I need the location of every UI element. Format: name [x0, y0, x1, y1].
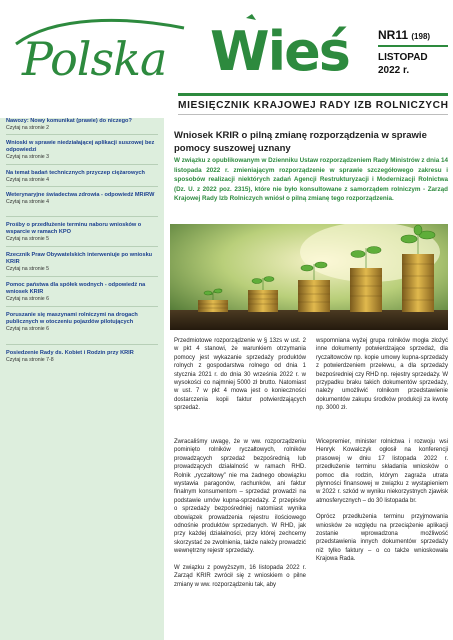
toc-item-page: Czytaj na stronie 4	[6, 199, 49, 205]
toc-divider	[6, 216, 158, 217]
article-column-left-top	[174, 337, 306, 421]
polska-wies-logo	[14, 14, 354, 94]
toc-item-title[interactable]: Nawozy: Nowy komunikat (prawie) do niczego?	[6, 118, 132, 124]
toc-divider	[6, 186, 158, 187]
article-paragraph: Zwracaliśmy uwagę, że w ww. rozporządzeniu pominięto rolników ryczałtowych, rolników prowadzących sprzedaż bezpośrednią lub prowadzących działalność w ramach RHD. Rolnik „ryczałtowy” nie ma żadnego obowiązku wystawia paragonów, rachunków, ani faktur finalnym konsumentom – sprzedaż prowadzi na podstawie umów kupna-sprzedaży. Z przepisów o sprzedaży bezpośredniej natomiast wynika obowiązek prowadzenia rejestru ilościowego odnośnie produktów sprzedanych. W RHD, jak przy każdej działalności, przy której zechcemy skorzystać ze zwolnienia, także należy prowadzić wewnętrzny rejestr sprzedaży.	[174, 439, 306, 555]
issue-total-value: (198)	[411, 32, 431, 41]
toc-item-page: Czytaj na stronie 5	[6, 266, 49, 272]
toc-item[interactable]	[6, 252, 158, 273]
toc-divider	[6, 276, 158, 277]
toc-item-page: Czytaj na stronie 2	[6, 125, 49, 131]
toc-item[interactable]	[6, 140, 158, 161]
toc-item[interactable]	[6, 350, 158, 364]
toc-item-title[interactable]: Wnioski w sprawie niedziałającej aplikacji suszowej bez odpowiedzi	[6, 140, 155, 153]
sidebar-contents	[0, 118, 164, 640]
toc-item[interactable]	[6, 170, 158, 184]
issue-divider	[378, 45, 448, 47]
toc-item-title[interactable]: Na temat badań technicznych przyczep ciężarowych	[6, 170, 145, 176]
toc-item-page: Czytaj na stronie 6	[6, 296, 49, 302]
toc-item[interactable]	[6, 118, 158, 132]
issue-month: LISTOPAD	[378, 52, 428, 63]
issue-year: 2022 r.	[378, 65, 410, 76]
article-paragraph: wspomniana wyżej grupa rolników mogła złożyć inne dokumenty potwierdzające sprzedaż, dla ryczałtowców np. kopie umowy kupna-sprzedaży z potwierdzeniem przelewu, a dla sprzedaży bezpośredniej czy RHD np. rejestry sprzedaży. W przypadku braku takich dokumentów sprzedaży, należy umożliwić rolnikom przedstawienie dokumentów zakupu środków produkcji za kwotę np. 3000 zł.	[316, 338, 448, 412]
logo-wies-text: Wieś	[210, 20, 349, 83]
coins-seedlings-photo	[170, 224, 448, 330]
toc-item-page: Czytaj na stronie 7-8	[6, 357, 54, 363]
article-paragraph: W związku z powyższym, 16 listopada 2022 r. Zarząd KRIR zwrócił się z wnioskiem o pilne zmiany w ww. rozporządzeniu tak, aby	[174, 564, 306, 588]
toc-item-page: Czytaj na stronie 3	[6, 154, 49, 160]
logo-polska-text: Polska	[22, 32, 167, 86]
toc-item-title[interactable]: Rzecznik Praw Obywatelskich interweniuje po wniosku KRIR	[6, 252, 153, 265]
toc-item-title[interactable]: Pomoc państwa dla spółek wodnych - odpowiedź na wniosek KRIR	[6, 282, 146, 295]
article-column-right	[316, 438, 448, 572]
issue-info	[378, 28, 448, 77]
issue-number	[378, 28, 448, 42]
article-column-left	[174, 438, 306, 597]
article-paragraph: Przedmiotowe rozporządzenie w § 13zs w ust. 2 w pkt 4 stanowi, że warunkiem otrzymania pomocy jest wykazanie sprzedaży produktów rolnych z gospodarstwa rolnego od dnia 1 stycznia 2021 r. do dnia 30 września 2022 r. w wysokości co najmniej 5000 zł brutto. Natomiast w ust. 7 w pkt 4 mowa jest o konieczności dostarczenia kopii faktur potwierdzających sprzedaż.	[174, 338, 306, 412]
toc-item-title[interactable]: Poruszanie się maszynami rolniczymi na drogach publicznych w otoczeniu pojazdów pilotujących	[6, 312, 138, 325]
coins-plants-image	[170, 224, 448, 330]
toc-item-title[interactable]: Prośby o przedłużenie terminu naboru wniosków o wsparcie w ramach KPO	[6, 222, 142, 235]
toc-item[interactable]	[6, 222, 158, 243]
toc-item-page: Czytaj na stronie 4	[6, 177, 49, 183]
article-headline: Wniosek KRIR o pilną zmianę rozporządzenia w sprawie pomocy suszowej uznany	[174, 130, 427, 154]
toc-item-page: Czytaj na stronie 6	[6, 326, 49, 332]
toc-divider	[6, 134, 158, 135]
toc-item-title[interactable]: Posiedzenie Rady ds. Kobiet i Rodzin przy KRIR	[6, 350, 134, 356]
toc-divider	[6, 246, 158, 247]
article-lead: W związku z opublikowanym w Dzienniku Ustaw rozporządzeniem Rady Ministrów z dnia 14 listopada 2022 r. zmieniającym rozporządzenie w sprawie szczegółowego zakresu i sposobów realizacji niektórych zadań Agencji Restrukturyzacji i Modernizacji Rolnictwa (Dz. U. z 2022 poz. 2315), które nie było konsultowane z samorządem rolniczym - Zarząd Krajowej Rady Izb Rolniczych wniósł o pilną zmianę tego rozporządzenia.	[174, 157, 448, 203]
masthead-subtitle: MIESIĘCZNIK KRAJOWEJ RADY IZB ROLNICZYCH	[178, 100, 449, 111]
masthead-divider	[178, 114, 448, 115]
toc-divider	[6, 164, 158, 165]
toc-divider	[6, 306, 158, 307]
article-paragraph: Wicepremier, minister rolnictwa i rozwoju wsi Henryk Kowalczyk ogłosił na konferencji prasowej w dniu 17 listopada 2022 r. przedłużenie terminu składania wniosków o pomoc dla rodzin, którym zagraża utrata płynności finansowej w związku z wystąpieniem w 2022 r. szkód w wyniku niekorzystnych zjawisk atmosferycznych – do 30 listopada br.	[316, 439, 448, 504]
toc-item[interactable]	[6, 312, 158, 333]
article-column-right-top	[316, 337, 448, 421]
toc-item-title[interactable]: Weterynaryjne świadectwa zdrowia - odpowiedź MRiRW	[6, 192, 155, 198]
toc-item[interactable]	[6, 282, 158, 303]
toc-item[interactable]	[6, 192, 158, 206]
toc-divider	[6, 344, 158, 345]
article-paragraph: Oprócz przedłużenia terminu przyjmowania wniosków ze względu na przeciążenie aplikacji zostanie wprowadzona możliwość przedstawienia innych dokumentów sprzedaży niż tylko faktury – o co także wnioskowała Krajowa Rada.	[316, 514, 448, 563]
issue-nr-value: NR11	[378, 28, 409, 42]
masthead	[0, 0, 453, 120]
masthead-green-rule	[178, 93, 448, 96]
toc-item-page: Czytaj na stronie 5	[6, 236, 49, 242]
